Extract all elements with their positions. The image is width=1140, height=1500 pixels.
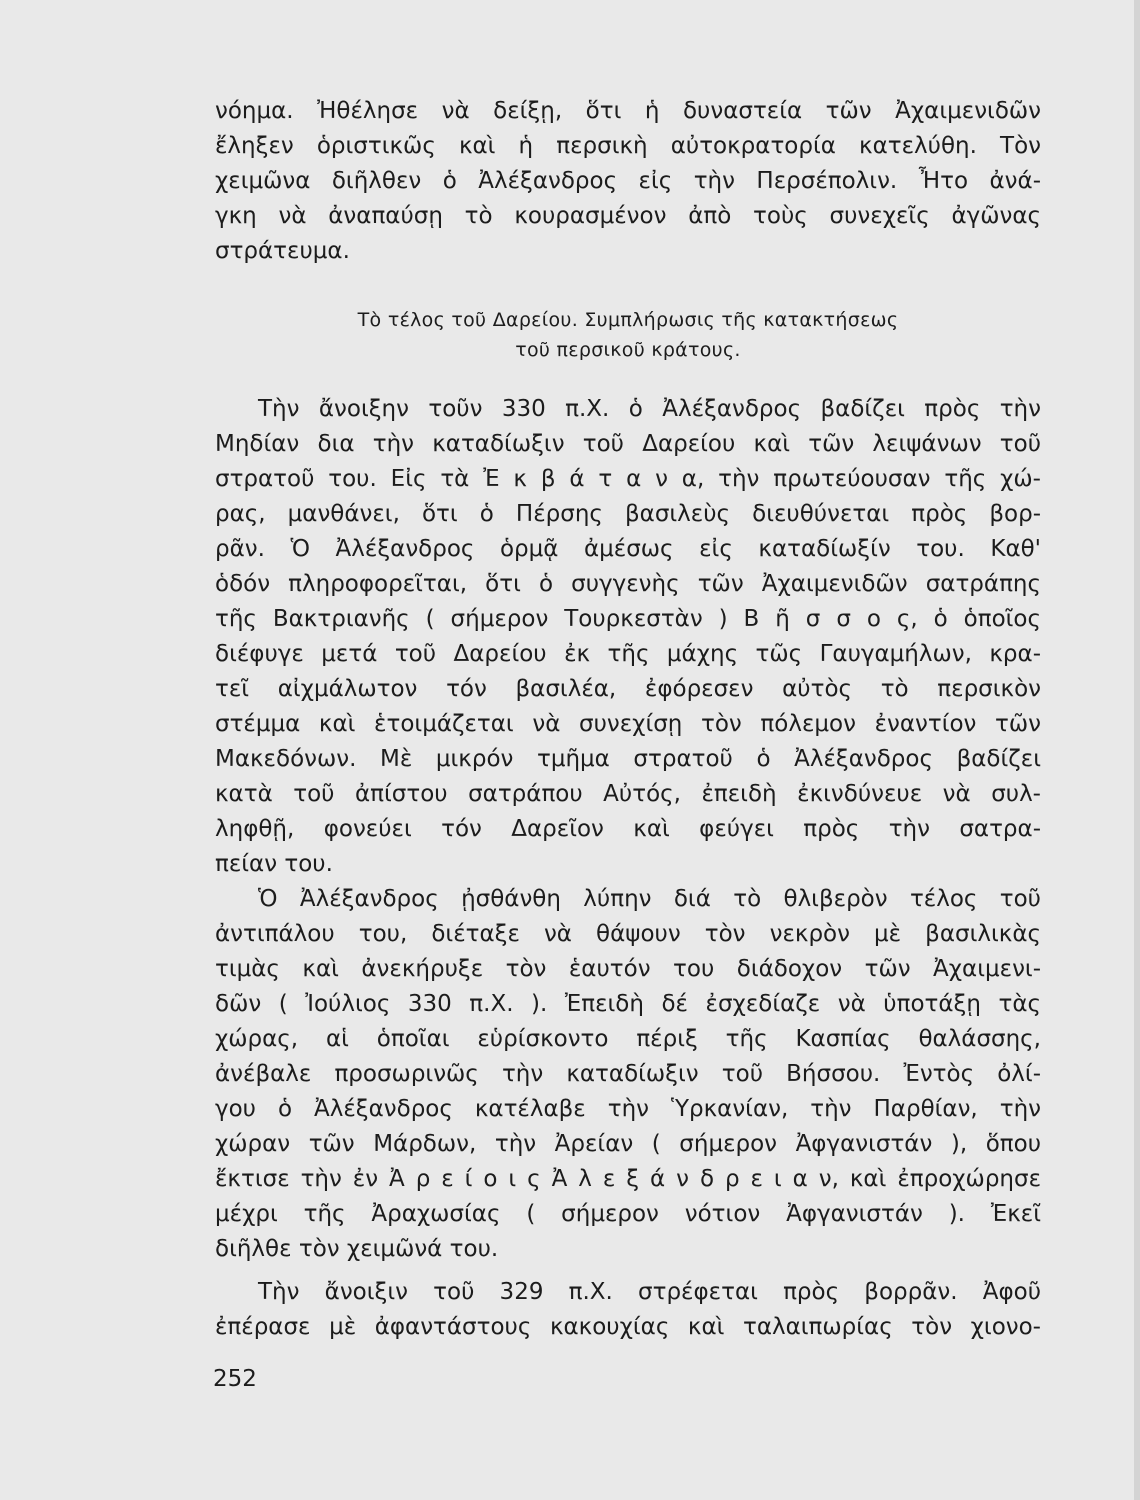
text-line: δῶν ( Ἰούλιος 330 π.Χ. ). Ἐπειδὴ δέ ἐσχεδίαζε νὰ ὑποτάξῃ τὰς xyxy=(215,991,1041,1017)
text-line: χώρας, αἱ ὁποῖαι εὑρίσκοντο πέριξ τῆς Κασπίας θαλάσσης, xyxy=(215,1026,1041,1052)
text-line: διέφυγε μετά τοῦ Δαρείου ἐκ τῆς μάχης τῶς Γαυγαμήλων, κρα- xyxy=(215,641,1041,667)
text-line: στέμμα καὶ ἑτοιμάζεται νὰ συνεχίσῃ τὸν πόλεμον ἐναντίον τῶν xyxy=(215,711,1041,737)
text-line: Μηδίαν δια τὴν καταδίωξιν τοῦ Δαρείου καὶ τῶν λειψάνων τοῦ xyxy=(215,431,1041,457)
text-line: διῆλθε τὸν χειμῶνά του. xyxy=(215,1236,499,1262)
text-line: ἔκτισε τὴν ἐν Ἀ ρ ε ί ο ι ς Ἀ λ ε ξ ά ν δ ρ ε ι α ν, καὶ ἐπροχώρησε xyxy=(215,1166,1041,1192)
text-line: τεῖ αἰχμάλωτον τόν βασιλέα, ἐφόρεσεν αὐτὸς τὸ περσικὸν xyxy=(215,676,1041,702)
text-line: πείαν του. xyxy=(215,851,333,877)
section-heading-line-1: Τὸ τέλος τοῦ Δαρείου. Συμπλήρωσις τῆς κατακτήσεως xyxy=(357,309,899,331)
text-line: χειμῶνα διῆλθεν ὁ Ἀλέξανδρος εἰς τὴν Περσέπολιν. Ἦτο ἀνά- xyxy=(215,168,1041,194)
text-line: μέχρι τῆς Ἀραχωσίας ( σήμερον νότιον Ἀφγανιστάν ). Ἐκεῖ xyxy=(215,1201,1041,1227)
text-line: Τὴν ἄνοιξην τοῦν 330 π.Χ. ὁ Ἀλέξανδρος βαδίζει πρὸς τὴν xyxy=(258,396,1041,422)
page-number: 252 xyxy=(213,1366,257,1392)
text-line: τιμὰς καὶ ἀνεκήρυξε τὸν ἑαυτόν του διάδοχον τῶν Ἀχαιμενι- xyxy=(215,956,1041,982)
text-line: Ὁ Ἀλέξανδρος ᾐσθάνθη λύπην διά τὸ θλιβερὸν τέλος τοῦ xyxy=(258,886,1041,912)
text-line: ρᾶν. Ὁ Ἀλέξανδρος ὁρμᾷ ἀμέσως εἰς καταδίωξίν του. Καθ' xyxy=(215,536,1041,562)
text-line: στρατοῦ του. Εἰς τὰ Ἐ κ β ά τ α ν α, τὴν πρωτεύουσαν τῆς χώ- xyxy=(215,466,1041,492)
text-line: ἀντιπάλου του, διέταξε νὰ θάψουν τὸν νεκρὸν μὲ βασιλικὰς xyxy=(215,921,1041,947)
text-line: γκη νὰ ἀναπαύσῃ τὸ κουρασμένον ἀπὸ τοὺς συνεχεῖς ἀγῶνας xyxy=(215,203,1041,229)
text-line: στράτευμα. xyxy=(215,238,350,264)
text-line: ἀνέβαλε προσωρινῶς τὴν καταδίωξιν τοῦ Βήσσου. Ἐντὸς ὀλί- xyxy=(215,1061,1041,1087)
text-line: Μακεδόνων. Μὲ μικρόν τμῆμα στρατοῦ ὁ Ἀλέξανδρος βαδίζει xyxy=(215,746,1041,772)
text-line: γου ὁ Ἀλέξανδρος κατέλαβε τὴν Ὑρκανίαν, τὴν Παρθίαν, τὴν xyxy=(215,1096,1041,1122)
text-line: ἐπέρασε μὲ ἀφαντάστους κακουχίας καὶ ταλαιπωρίας τὸν χιονο- xyxy=(215,1314,1041,1340)
text-line: ρας, μανθάνει, ὅτι ὁ Πέρσης βασιλεὺς διευθύνεται πρὸς βορ- xyxy=(215,501,1041,527)
page-edge-shadow xyxy=(1134,0,1140,1500)
text-line: νόημα. Ἠθέλησε νὰ δείξῃ, ὅτι ἡ δυναστεία τῶν Ἀχαιμενιδῶν xyxy=(215,98,1041,124)
text-line: ὁδόν πληροφορεῖται, ὅτι ὁ συγγενὴς τῶν Ἀχαιμενιδῶν σατράπης xyxy=(215,571,1041,597)
text-line: ἔληξεν ὁριστικῶς καὶ ἡ περσικὴ αὐτοκρατορία κατελύθη. Τὸν xyxy=(215,133,1041,159)
text-line: χώραν τῶν Μάρδων, τὴν Ἀρείαν ( σήμερον Ἀφγανιστάν ), ὅπου xyxy=(215,1131,1041,1157)
text-line: ληφθῇ, φονεύει τόν Δαρεῖον καὶ φεύγει πρὸς τὴν σατρα- xyxy=(215,816,1041,842)
text-line: τῆς Βακτριανῆς ( σήμερον Τουρκεστὰν ) Β ῆ σ σ ο ς, ὁ ὁποῖος xyxy=(215,606,1041,632)
text-line: κατὰ τοῦ ἀπίστου σατράπου Αὐτός, ἐπειδὴ ἐκινδύνευε νὰ συλ- xyxy=(215,781,1041,807)
text-line: Τὴν ἄνοιξιν τοῦ 329 π.Χ. στρέφεται πρὸς βορρᾶν. Ἀφοῦ xyxy=(258,1279,1041,1305)
section-heading-line-2: τοῦ περσικοῦ κράτους. xyxy=(515,339,741,361)
